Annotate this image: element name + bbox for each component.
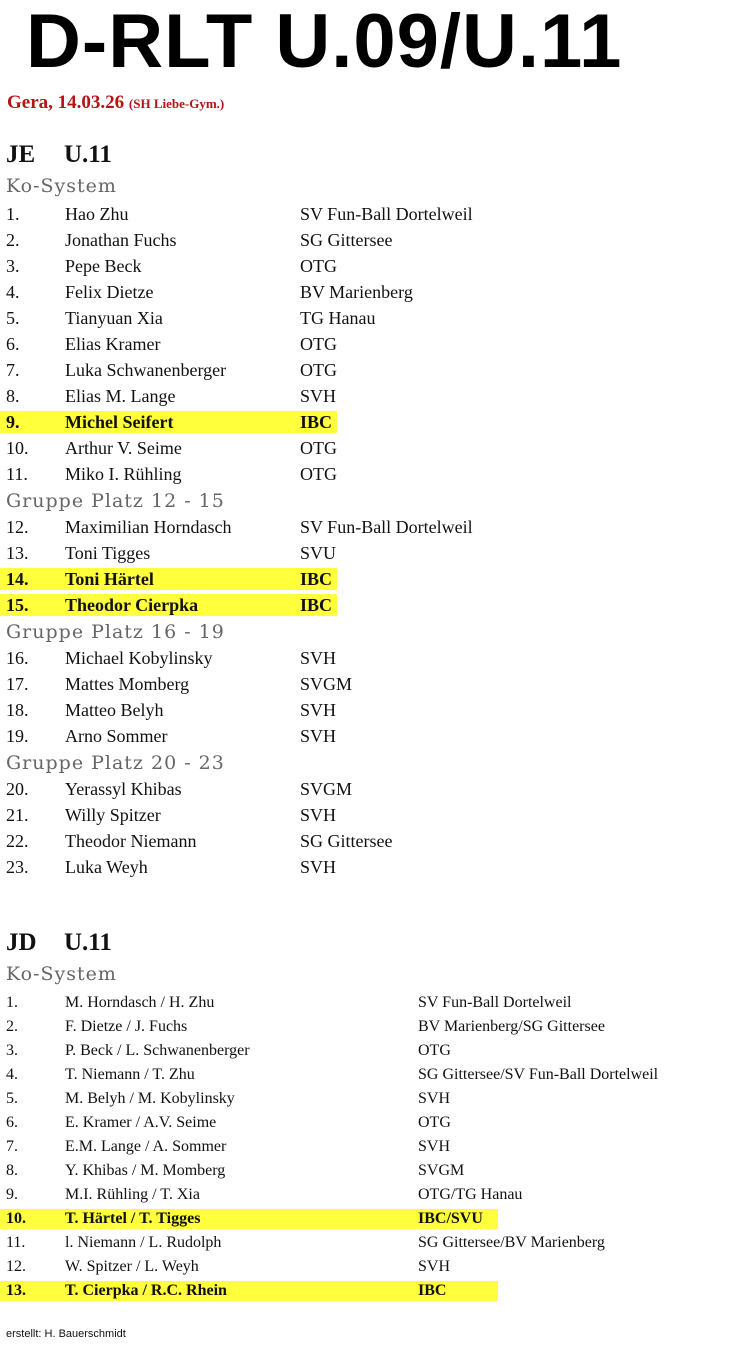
club-cell: SV Fun-Ball Dortelweil [300,517,473,537]
group-heading: Ko-System [6,963,117,985]
club-cell: SVH [300,700,337,720]
player-name-cell: F. Dietze / J. Fuchs [65,1018,188,1035]
place-cell: 4. [6,1066,18,1083]
result-row [0,307,740,329]
player-name-cell: Jonathan Fuchs [65,230,177,250]
place-cell: 4. [6,282,20,302]
place-cell: 3. [6,256,20,276]
club-cell: OTG [300,256,337,276]
result-row [0,463,740,485]
result-row [0,1185,740,1205]
result-row [0,411,337,433]
player-name-cell: Toni Härtel [65,569,154,589]
venue-date: Gera, 14.03.26 [7,92,125,113]
club-cell: IBC [300,569,333,589]
player-name-cell: Tianyuan Xia [65,308,163,328]
result-row [0,203,740,225]
player-name-cell: Matteo Belyh [65,700,164,720]
player-name-cell: Elias M. Lange [65,386,176,406]
result-row [0,385,740,407]
place-cell: 16. [6,648,29,668]
discipline-label: JE [6,141,36,168]
player-name-cell: Miko I. Rühling [65,464,182,484]
club-cell: SVH [300,857,337,877]
player-name-cell: Elias Kramer [65,334,161,354]
player-name-cell: P. Beck / L. Schwanenberger [65,1042,250,1059]
club-cell: SVGM [300,779,353,799]
club-cell: OTG [300,438,337,458]
result-row [0,1041,740,1061]
place-cell: 8. [6,386,20,406]
place-cell: 10. [6,438,29,458]
result-row [0,1209,498,1229]
club-cell: SVH [300,726,337,746]
result-row [0,255,740,277]
club-cell: SVH [300,386,337,406]
club-cell: SG Gittersee [300,831,393,851]
club-cell: OTG [418,1042,451,1059]
player-name-cell: Y. Khibas / M. Momberg [65,1162,226,1179]
club-cell: BV Marienberg [300,282,413,302]
document-title: D-RLT U.09/U.11 [26,0,623,84]
player-name-cell: Arthur V. Seime [65,438,182,458]
age-class-label: U.11 [64,929,112,956]
result-row [0,1017,740,1037]
player-name-cell: Pepe Beck [65,256,142,276]
result-row [0,594,337,616]
player-name-cell: E.M. Lange / A. Sommer [65,1138,227,1155]
player-name-cell: l. Niemann / L. Rudolph [65,1234,222,1251]
player-name-cell: Arno Sommer [65,726,168,746]
club-cell: SVH [300,648,337,668]
place-cell: 11. [6,1234,26,1251]
player-name-cell: Willy Spitzer [65,805,161,825]
result-row [0,516,740,538]
player-name-cell: M. Horndasch / H. Zhu [65,994,215,1011]
result-row [0,1281,498,1301]
player-name-cell: Yerassyl Khibas [65,779,182,799]
venue-line [7,90,224,117]
result-row [0,993,740,1013]
player-name-cell: Michael Kobylinsky [65,648,213,668]
result-row [0,1137,740,1157]
group-heading: Gruppe Platz 12 - 15 [6,490,225,512]
result-row [0,1257,740,1277]
club-cell: SVGM [418,1162,465,1179]
player-name-cell: Hao Zhu [65,204,129,224]
result-row [0,1113,740,1133]
club-cell: SG Gittersee [300,230,393,250]
player-name-cell: M.I. Rühling / T. Xia [65,1186,200,1203]
club-cell: SVGM [300,674,353,694]
place-cell: 12. [6,1258,26,1275]
place-cell: 13. [6,543,29,563]
club-cell: BV Marienberg/SG Gittersee [418,1018,605,1035]
place-cell: 5. [6,1090,18,1107]
place-cell: 8. [6,1162,18,1179]
section-heading [6,140,112,170]
club-cell: SVH [418,1090,451,1107]
place-cell: 14. [6,569,29,589]
author-footer: erstellt: H. Bauerschmidt [6,1328,126,1340]
player-name-cell: W. Spitzer / L. Weyh [65,1258,199,1275]
place-cell: 2. [6,1018,18,1035]
player-name-cell: Mattes Momberg [65,674,190,694]
result-row [0,359,740,381]
result-row [0,1161,740,1181]
player-name-cell: Maximilian Horndasch [65,517,232,537]
place-cell: 6. [6,334,20,354]
club-cell: IBC/SVU [418,1210,483,1227]
club-cell: TG Hanau [300,308,376,328]
player-name-cell: Toni Tigges [65,543,151,563]
result-row [0,1089,740,1109]
player-name-cell: E. Kramer / A.V. Seime [65,1114,217,1131]
place-cell: 21. [6,805,29,825]
place-cell: 12. [6,517,29,537]
club-cell: IBC [300,412,333,432]
result-row [0,804,740,826]
place-cell: 23. [6,857,29,877]
club-cell: OTG [300,334,337,354]
place-cell: 22. [6,831,29,851]
result-row [0,333,740,355]
player-name-cell: Luka Weyh [65,857,148,877]
club-cell: IBC [300,595,333,615]
club-cell: OTG/TG Hanau [418,1186,523,1203]
club-cell: OTG [300,464,337,484]
result-row [0,725,740,747]
result-row [0,699,740,721]
club-cell: SVH [418,1138,451,1155]
place-cell: 7. [6,1138,18,1155]
result-row [0,856,740,878]
result-row [0,673,740,695]
player-name-cell: T. Niemann / T. Zhu [65,1066,195,1083]
player-name-cell: T. Cierpka / R.C. Rhein [65,1282,227,1299]
result-row [0,568,337,590]
place-cell: 11. [6,464,28,484]
player-name-cell: Michel Seifert [65,412,174,432]
club-cell: SVU [300,543,337,563]
place-cell: 1. [6,994,18,1011]
place-cell: 18. [6,700,29,720]
group-heading: Ko-System [6,175,117,197]
result-row [0,647,740,669]
result-row [0,229,740,251]
result-row [0,542,740,564]
player-name-cell: Theodor Cierpka [65,595,199,615]
place-cell: 9. [6,1186,18,1203]
group-heading: Gruppe Platz 20 - 23 [6,752,225,774]
result-row [0,778,740,800]
result-row [0,830,740,852]
age-class-label: U.11 [64,141,112,168]
section-heading [6,928,112,958]
player-name-cell: M. Belyh / M. Kobylinsky [65,1090,235,1107]
result-row [0,1233,740,1253]
result-row [0,1065,740,1085]
club-cell: SV Fun-Ball Dortelweil [418,994,572,1011]
place-cell: 13. [6,1282,26,1299]
place-cell: 7. [6,360,20,380]
club-cell: OTG [300,360,337,380]
result-row [0,437,740,459]
club-cell: SG Gittersee/SV Fun-Ball Dortelweil [418,1066,659,1083]
place-cell: 9. [6,412,20,432]
club-cell: IBC [418,1282,447,1299]
player-name-cell: Luka Schwanenberger [65,360,227,380]
place-cell: 19. [6,726,29,746]
place-cell: 10. [6,1210,26,1227]
club-cell: OTG [418,1114,451,1131]
player-name-cell: T. Härtel / T. Tigges [65,1210,201,1227]
discipline-label: JD [6,929,37,956]
club-cell: SV Fun-Ball Dortelweil [300,204,473,224]
club-cell: SVH [418,1258,451,1275]
player-name-cell: Theodor Niemann [65,831,197,851]
place-cell: 2. [6,230,20,250]
place-cell: 5. [6,308,20,328]
place-cell: 20. [6,779,29,799]
group-heading: Gruppe Platz 16 - 19 [6,621,225,643]
club-cell: SG Gittersee/BV Marienberg [418,1234,605,1251]
club-cell: SVH [300,805,337,825]
venue-hall: (SH Liebe-Gym.) [128,96,225,111]
place-cell: 15. [6,595,29,615]
player-name-cell: Felix Dietze [65,282,154,302]
place-cell: 3. [6,1042,18,1059]
place-cell: 6. [6,1114,18,1131]
result-row [0,281,740,303]
place-cell: 1. [6,204,20,224]
place-cell: 17. [6,674,29,694]
